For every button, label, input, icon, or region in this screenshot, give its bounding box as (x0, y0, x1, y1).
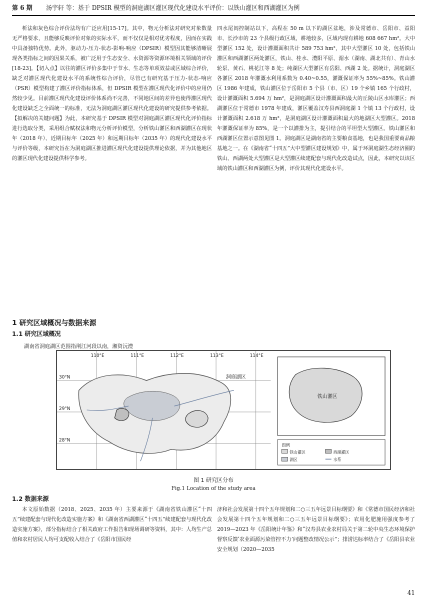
paragraph: 四水尾闾控制站以下，高程在 50 m 以下的湖区盆地，涉及常德市、岳阳市、益阳市、长沙市的 23 个县级行政区域，耕地较多，区域内现有耕地 608 667 hm²。大中型灌区 152 处，设计灌溉面积共计 589 753 hm²，其中大型灌区 10 处，包括铁山灌区和西湖灌区两处灌区，铁山、桂水、澧阳平原、湄水（湖南、湖北共有）、青山水轮泵、黄石、桃花江等 8 处；纯湖区大型灌区有岳阳、西湖 2 处。据统计，洞庭湖区各灌区 2018 年灌溉水利用系数为 0.40~0.55，灌溉保证率为 55%~85%。铁山灌区 1986 年建成，铁山灌区位于岳阳市 5 个县（市、区）19 个乡镇 165 个行政村，设计灌溉面积 5.694 万 hm²，是洞庭湖区设计灌溉面积最大的丘陵山区水库灌区；西湖灌区位于常德市 1978 年建成，灌区覆盖汉寿县西洞庭湖 1 个镇 13 个行政村，设计灌溉面积 2.618 万 hm²，是洞庭湖区设计灌溉面积最大的地湖区大型灌区。2018 年灌溉保证率为 85%，是一个以灌排为主，提引结合的平坦型大型灌区。铁山灌区和西湖灌区位置示意图见图 1。洞庭湖区是湖南省的主要粮食基地，也是我国重要商品粮基地之一。在《湖南省“十四五”大中型灌区建设规划》中，属于环洞庭湖生态经济圈的铁山、西湖两处大型灌区是大型灌区续建配套与现代化改造试点，因此，本研究以该区域的铁山灌区和西湖灌区为例，评价其现代化建设水平。 (217, 26, 415, 172)
basin-label: 洞庭湖区 (225, 374, 246, 381)
legend-label: 西湖灌区 (333, 449, 350, 455)
figure-caption-cn: 图 1 研究区分布 (193, 478, 234, 484)
tick-label: 30°N (58, 375, 71, 381)
issue-number: 第 6 期 (12, 5, 33, 12)
legend-title: 图例 (281, 442, 290, 448)
tick-label: 110°E (90, 353, 105, 359)
tick-label: 113°E (210, 353, 224, 359)
tick-label: 29°N (58, 407, 71, 412)
xihu-district-shape (115, 408, 129, 420)
tick-label: 28°N (58, 438, 71, 444)
legend-swatch (282, 457, 288, 461)
tick-label: 112°E (170, 353, 184, 359)
legend-label: 湖区 (289, 457, 298, 463)
tick-label: 114°E (249, 353, 264, 359)
inset-label: 铁山灌区 (317, 394, 338, 401)
subsection-heading: 1.1 研究区域概况 (12, 331, 61, 338)
map-top-ticks (91, 353, 264, 359)
bottom-right-text (217, 505, 415, 587)
bottom-left-text (12, 505, 212, 595)
legend-swatch (282, 449, 288, 453)
page-number: 41 (407, 590, 415, 597)
map-figure (57, 351, 390, 469)
left-column-text (12, 24, 212, 310)
header-rule (12, 15, 415, 16)
tick-label: 111°E (130, 353, 145, 359)
right-column-text (217, 24, 415, 352)
paragraph: 析法和灰色综合评价法均有广泛应用[15-17]。其中，物元分析法对研究对象数量无严格要求，且能够反映评价对象的实际水平，而不仅仅是相对优劣程度，因而在实践中具备独特优势。此外，驱动力-压力-状态-影响-响应（DPSIR）模型因其能够清晰展现各类指标之间的因果关系，被广泛用于生态安全、水资源等资源环境相关领域的评价[18-23]。【切入点】以往的灌区评价多集中于节水、生态等单项效益或区域综合评价，缺乏对灌区现代化建设水平的系统性综合评价，尽管已有研究基于压力-状态-响应（PSR）模型构建了灌区评价指标体系，但 DPSIR 模型在灌区现代化评价中的应用仍然较少见。目前灌区现代化建设评价体系尚不完善，不同地区间的差异也使得灌区现代化建设缺乏之全面统一的标准，无法为洞庭湖区灌区现代化建设的研究提供参考依据。【拟解决的关键问题】为此，本研究基于 DPSIR 模型对洞庭湖区灌区现代化评价指标进行选取分类，采用组合赋权法和物元分析评价模型，分析铁山灌区和西湖灌区在现状年（2018 年）、近期目标年（2025 年）和远期目标年（2035 年）的现代化建设水平与评价等级，本研究旨在为洞庭湖区推进灌区现代化建设提供理论依据，并为其他地区的灌区现代化建设提供科学参考。 (12, 26, 212, 162)
legend-swatch (325, 449, 331, 453)
map-intro-text: 湖南省洞庭湖区范围指荆江河段以南，湘资沅澧 (24, 344, 133, 350)
legend-label: 水系 (333, 457, 342, 463)
running-header (12, 4, 415, 14)
figure-caption-en: Fig.1 Location of the study area (171, 486, 256, 492)
map-left-ticks (59, 375, 70, 444)
paragraph: 济和社会发展第十四个五年规划和二○三五年远景目标纲要》和《常德市国民经济和社会发展第十四个五年规划和二○三五年远景目标纲要》；农用化肥施用强度参考了 2019—2023 年《岳阳统计年鉴》和“汉寿县农业农村局关于第二轮中央生态环境保护督察反馈‘农业面源污染管控不力’问题整改情况公示”；排涝达标率结合了《岳阳县农业安全规划（2020—2035 (217, 507, 415, 553)
section-heading: 1 研究区域概况与数据来源 (12, 319, 97, 327)
legend-label: 铁山灌区 (289, 449, 306, 455)
paragraph: 本文原始数据（2018、2025、2035 年）主要来源于《湖南省铁山灌区“十四五”续建配套与现代化改造实施方案》和《湖南省西湖灌区“十四五”续建配套与现代化改造实施方案》，部分指标结合了相关政府工作报告和现场调研等资料，其中：人均生产总值和农村居民人均可支配收入结合了《岳阳市国民经 (12, 507, 212, 543)
study-area-map (56, 350, 391, 470)
subsection-heading: 1.2 数据来源 (12, 496, 49, 503)
running-title: 汤宇轩 等：基于 DPSIR 模型的洞庭湖区灌区现代化建设水平评价：以铁山灌区和西湖灌区为例 (46, 5, 300, 12)
